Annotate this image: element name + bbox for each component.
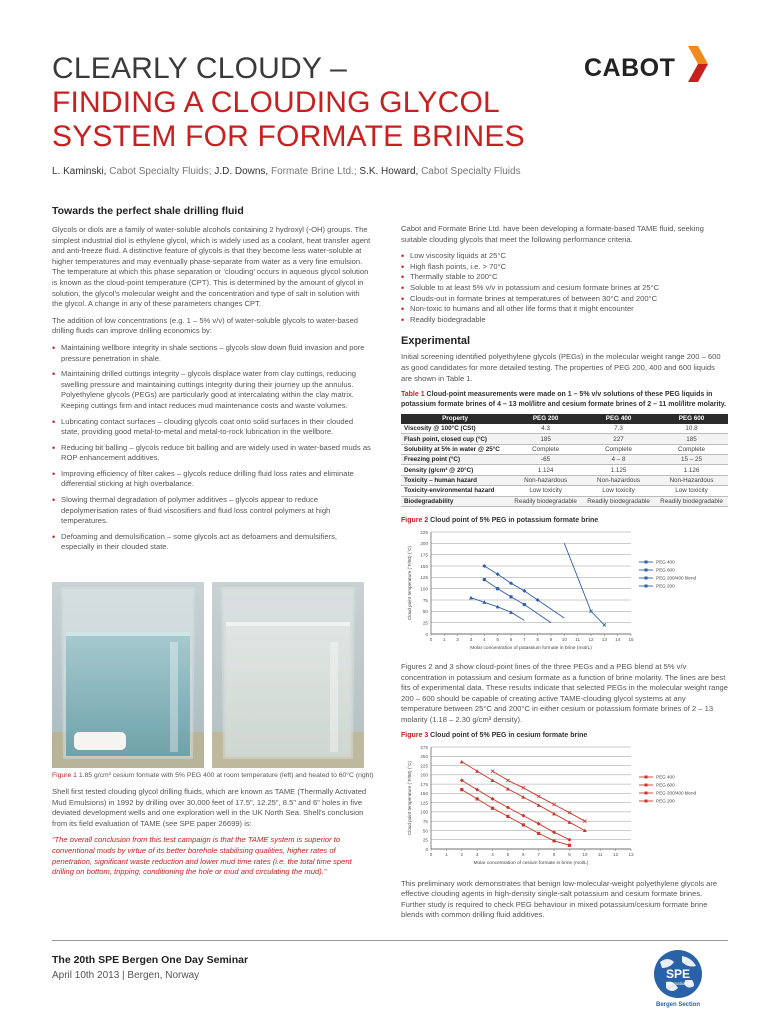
legend-marker (645, 799, 648, 802)
x-tick-label: 2 (460, 851, 464, 857)
left-lower-text (52, 787, 372, 878)
table-cell: 1.124 (509, 465, 582, 475)
table-cell: Complete (509, 444, 582, 454)
legend-marker (645, 568, 648, 571)
series-line (471, 598, 524, 621)
table-cell: Readily biodegradable (655, 496, 728, 506)
figure-caption-text: Cloud point of 5% PEG in cesium formate brine (428, 731, 588, 739)
footer-divider (52, 940, 728, 941)
table-row (401, 455, 728, 465)
y-tick-label: 150 (420, 790, 428, 796)
table-body (401, 424, 728, 507)
table-cell: Readily biodegradable (582, 496, 655, 506)
table-cell: 7.3 (582, 424, 655, 434)
data-point (460, 788, 463, 791)
table-header-row (401, 414, 728, 424)
list-item: • Readily biodegradable (401, 315, 728, 326)
legend-marker (645, 584, 648, 587)
x-tick-label: 14 (615, 636, 621, 642)
data-point (537, 794, 540, 797)
list-item: • High flash points, i.e. > 70°C (401, 262, 728, 273)
legend-marker (645, 783, 648, 786)
data-point (491, 796, 495, 800)
right-column (401, 224, 728, 927)
x-tick-label: 9 (549, 636, 553, 642)
data-point (567, 820, 571, 824)
x-tick-label: 8 (552, 851, 556, 857)
legend-label: PEG 200/400 blend (656, 790, 697, 796)
figure-2-chart (401, 526, 728, 652)
spe-logo (640, 948, 716, 1008)
x-tick-label: 7 (537, 851, 540, 857)
list-item: • Thermally stable to 200°C (401, 272, 728, 283)
data-point (483, 578, 486, 581)
x-tick-label: 2 (456, 636, 459, 642)
x-tick-label: 4 (483, 636, 486, 642)
data-point (491, 778, 495, 782)
table-header-cell: PEG 600 (655, 414, 728, 424)
x-tick-label: 5 (496, 636, 499, 642)
table-1-caption (401, 390, 728, 409)
figure-caption-text: 1.85 g/cm³ cesium formate with 5% PEG 400 at room temperature (left) and heated to 60°C (right) (76, 772, 374, 779)
x-tick-label: 1 (445, 851, 448, 857)
x-tick-label: 15 (628, 636, 634, 642)
y-tick-label: 0 (425, 846, 428, 852)
x-tick-label: 10 (582, 851, 588, 857)
table-cell: 10.8 (655, 424, 728, 434)
title-line-3: SYSTEM FOR FORMATE BRINES (52, 120, 525, 153)
y-tick-label: 125 (420, 799, 428, 805)
y-tick-label: 250 (420, 753, 428, 759)
intro-paragraph: Glycols or diols are a family of water-soluble alcohols containing 2 hydroxyl (-OH) groups. The simplest industrial diol is ethylene glycol, which is widely used as a coolant, heat transfer agent and anti-freeze fluid. A distinctive feature of glycols is that they become less water-soluble at higher temperatures and may eventually phase-separate from water as a very fine emulsion. The temperature at which this phase separation or ‘clouding’ occurs in aqueous glycol solution is known as the cloud-point temperature (CPT). This is determined by the amount of glycol in solution, the glycol’s molecular weight and the concentration and type of salt in solution with the glycol. A change in any of these parameters changes CPT. (52, 225, 371, 309)
y-tick-label: 200 (420, 541, 428, 547)
table-header-cell: PEG 400 (582, 414, 655, 424)
y-tick-label: 100 (420, 809, 428, 815)
table-cell: Non-hazardous (509, 475, 582, 485)
author-name: S.K. Howard, (359, 166, 422, 177)
x-tick-label: 12 (613, 851, 619, 857)
data-point (460, 778, 464, 782)
table-cell: Non-Hazardous (655, 475, 728, 485)
x-tick-label: 8 (536, 636, 539, 642)
y-tick-label: 100 (420, 586, 428, 592)
list-item: • Defoaming and demulsification – some glycols act as defoamers and demulsifiers, especially in their clouded state. (52, 532, 372, 553)
x-tick-label: 13 (628, 851, 634, 857)
list-item: • Improving efficiency of filter cakes – glycols reduce drilling fluid loss rates and eliminate differential sticking at high overbalance. (52, 469, 372, 490)
x-tick-label: 6 (509, 636, 513, 642)
figure-label: Figure 3 (401, 731, 429, 739)
list-item: • Slowing thermal degradation of polymer additives – glycols appear to reduce depolymerisation rates of fluid viscosifiers and fluid loss control polymers at high temperatures. (52, 495, 372, 527)
y-tick-label: 125 (420, 575, 428, 581)
table-cell: Biodegradability (401, 496, 509, 506)
figure-3-caption (401, 732, 728, 739)
author-name: L. Kaminski, (52, 166, 110, 177)
x-axis-label: Molar concentration of cesium formate in brine (mol/L) (473, 860, 589, 866)
legend-label: PEG 200 (656, 798, 675, 804)
data-point (506, 778, 509, 781)
shell-quote: “The overall conclusion from this test campaign is that the TAME system is superior to conventional muds by virtue of its better borehole stabilising qualities, higher rates of penetration, significant waste reduction and lower mud time rates (i.e. the total time spent drilling on bottom, tripping, conditioning the hole or mud and circulating the mud).” (52, 835, 352, 877)
table-cell: Complete (655, 444, 728, 454)
data-point (523, 603, 526, 606)
table-row (401, 434, 728, 444)
figure-caption-text: Cloud point of 5% PEG in potassium formate brine (428, 516, 599, 524)
table-cell: 15 – 25 (655, 455, 728, 465)
table-cell: 227 (582, 434, 655, 444)
data-point (537, 803, 541, 807)
criteria-intro-paragraph: Cabot and Formate Brine Ltd. have been developing a formate-based TAME fluid, seeking suitable clouding glycols that meet the following performance criteria. (401, 224, 704, 244)
figure-2-caption (401, 517, 728, 524)
authors-line (52, 166, 732, 177)
data-point (552, 830, 556, 834)
x-tick-label: 11 (597, 851, 603, 857)
y-tick-label: 225 (420, 762, 428, 768)
data-point (567, 837, 571, 841)
peg-properties-table (401, 414, 728, 507)
table-cell: 185 (655, 434, 728, 444)
y-tick-label: 25 (422, 837, 428, 843)
legend-label: PEG 200 (656, 583, 675, 589)
y-tick-label: 225 (420, 529, 428, 535)
data-point (475, 769, 479, 773)
y-tick-label: 200 (420, 772, 428, 778)
left-column (52, 205, 372, 558)
beaker-photo-room-temperature (52, 582, 204, 768)
y-tick-label: 25 (422, 620, 428, 626)
table-cell: Solubility at 5% in water @ 25°C (401, 444, 509, 454)
data-point (521, 813, 525, 817)
x-tick-label: 3 (469, 636, 473, 642)
shell-paragraph: Shell first tested clouding glycol drilling fluids, which are known as TAME (Thermally Activated Mud Emulsions) in 1992 by drilling over 30,000 feet of 17.5", 12.25", 8.5" and 6" holes in five deviated development wells and one exploration well in the UK North Sea. Shell’s conclusion from its field evaluation of TAME (see SPE paper 26699) is: (52, 787, 367, 828)
criteria-list (401, 251, 728, 325)
author-affiliation: Formate Brine Ltd.; (271, 166, 360, 177)
data-point (552, 839, 555, 842)
data-point (537, 821, 541, 825)
spe-section-text: Bergen Section (655, 1002, 701, 1008)
x-tick-label: 12 (588, 636, 594, 642)
table-caption-text: Cloud-point measurements were made on 1 – 5% v/v solutions of these PEG liquids in potassium formate brines of 4 – 13 mol/litre and cesium formate brines of 2 – 11 mol/litre molarity. (401, 391, 727, 408)
table-cell: Complete (582, 444, 655, 454)
x-tick-label: 13 (601, 636, 607, 642)
table-cell: Low toxicity (582, 486, 655, 496)
data-point (537, 831, 540, 834)
table-cell: Toxicity-environmental hazard (401, 486, 509, 496)
y-tick-label: 50 (422, 827, 428, 833)
table-row (401, 496, 728, 506)
x-tick-label: 6 (522, 851, 525, 857)
beaker-photos (52, 582, 370, 768)
list-item: • Low viscosity liquids at 25°C (401, 251, 728, 262)
table-row (401, 444, 728, 454)
table-cell: Low toxicity (655, 486, 728, 496)
data-point (496, 587, 499, 590)
data-point (506, 786, 510, 790)
figure-label: Figure 2 (401, 516, 429, 524)
data-point (552, 802, 555, 805)
table-cell: 4 – 8 (582, 455, 655, 465)
legend-label: PEG 600 (656, 782, 675, 788)
y-tick-label: 175 (420, 552, 428, 558)
table-cell: 185 (509, 434, 582, 444)
experimental-heading: Experimental (401, 335, 471, 348)
y-tick-label: 150 (420, 563, 428, 569)
table-cell: Toxicity – human hazard (401, 475, 509, 485)
legend-marker (645, 775, 648, 778)
legend-marker (645, 791, 648, 794)
figure-1-caption (52, 772, 382, 779)
list-item: • Non-toxic to humans and all other life forms that it might encounter (401, 304, 728, 315)
legend-label: PEG 400 (656, 774, 675, 780)
y-tick-label: 75 (422, 597, 428, 603)
data-point (552, 811, 556, 815)
table-cell: Density (g/cm³ @ 20°C) (401, 465, 509, 475)
x-tick-label: 3 (475, 851, 479, 857)
table-cell: Freezing point (°C) (401, 455, 509, 465)
figure-label: Figure 1 (52, 772, 77, 779)
x-axis-label: Molar concentration of potassium formate in brine (mol/L) (470, 645, 592, 651)
data-point (469, 596, 473, 600)
data-point (475, 787, 479, 791)
spe-logo-subtext: International (665, 981, 691, 986)
data-point (491, 806, 494, 809)
author-affiliation: Cabot Specialty Fluids; (109, 166, 215, 177)
x-tick-label: 0 (429, 636, 433, 642)
title-line-2: FINDING A CLOUDING GLYCOL (52, 86, 500, 119)
legend-marker (645, 576, 648, 579)
cabot-logo-text: CABOT (584, 54, 676, 82)
y-tick-label: 275 (420, 744, 428, 750)
table-label: Table 1 (401, 391, 425, 399)
x-tick-label: 4 (491, 851, 494, 857)
x-tick-label: 7 (523, 636, 526, 642)
benefits-intro-paragraph: The addition of low concentrations (e.g. 1 – 5% v/v) of water-soluble glycols to water-based drilling fluids can improve drilling economics by: (52, 315, 359, 336)
list-item: • Maintaining wellbore integrity in shale sections – glycols slow down fluid invasion and pore pressure penetration in shale. (52, 343, 372, 364)
figure-3-chart (401, 741, 728, 867)
legend-marker (645, 560, 648, 563)
table-header-cell: PEG 200 (509, 414, 582, 424)
y-tick-label: 0 (425, 631, 428, 637)
section-heading: Towards the perfect shale drilling fluid (52, 205, 244, 217)
x-tick-label: 5 (506, 851, 510, 857)
data-point (522, 786, 525, 789)
data-point (506, 814, 509, 817)
y-tick-label: 75 (422, 818, 428, 824)
list-item: • Reducing bit balling – glycols reduce bit balling and are widely used in water-based muds as ROP enhancement additives. (52, 443, 372, 464)
data-point (568, 811, 571, 814)
x-tick-label: 1 (443, 636, 446, 642)
benefits-list (52, 343, 372, 553)
y-axis-label: Cloud point temperature (°F/80) (°C) (407, 545, 412, 621)
cabot-logo (584, 44, 720, 84)
cabot-chevron-icon (688, 44, 710, 84)
y-tick-label: 175 (420, 781, 428, 787)
table-cell: Flash point, closed cup (°C) (401, 434, 509, 444)
legend-label: PEG 400 (656, 559, 675, 565)
x-tick-label: 9 (568, 851, 571, 857)
legend-label: PEG 600 (656, 567, 675, 573)
list-item: • Soluble to at least 5% v/v in potassium and cesium formate brines at 25°C (401, 283, 728, 294)
table-cell: Low toxicity (509, 486, 582, 496)
author-name: J.D. Downs, (214, 166, 271, 177)
spe-globe-icon (640, 948, 716, 1008)
table-cell: Non-hazardous (582, 475, 655, 485)
x-tick-label: 11 (575, 636, 581, 642)
y-axis-label: Cloud point temperature (°F/80) (°C) (407, 760, 412, 835)
table-cell: Viscosity @ 100°C (CSt) (401, 424, 509, 434)
y-tick-label: 50 (422, 609, 428, 615)
conclusion-paragraph: This preliminary work demonstrates that benign low-molecular-weight polyethylene glycols are effective clouding agents in high-density single-salt potassium and cesium formate brines. Further study is required to check PEG behaviour in mixed potassium/cesium formate brine blends with common drilling fluid additives. (401, 878, 718, 920)
data-point (522, 823, 525, 826)
table-cell: 4.3 (509, 424, 582, 434)
table-cell: 1.125 (582, 465, 655, 475)
data-point (603, 623, 606, 626)
poster-title (52, 52, 572, 154)
table-row (401, 486, 728, 496)
event-title: The 20th SPE Bergen One Day Seminar (52, 954, 249, 966)
beaker-photo-heated (212, 582, 364, 768)
list-item: • Lubricating contact surfaces – clouding glycols coat onto solid surfaces in their clouded state, providing good metal-to-metal and metal-to-rock lubrication in the wellbore. (52, 417, 372, 438)
data-point (521, 795, 525, 799)
list-item: • Maintaining drilled cuttings integrity – glycols displace water from clay cuttings, reducing swelling pressure and maintaining cuttings integrity during their journey up the annulus. Polyethylene glycols (PEGs) are particularly good at intercalating within the clay matrix. Keeping cuttings firm and intact reduces mud maintenance costs and waste volumes. (52, 369, 372, 411)
results-paragraph: Figures 2 and 3 show cloud-point lines of the three PEGs and a PEG blend at 5% v/v concentration in potassium and cesium formate as a function of brine molarity. The lines are best fits of experimental data. These results indicate that selected PEGs in the molecular weight range 200 – 600 should be capable of creating active TAME-clouding glycol systems at any temperature between 25°C and 200°C in either cesium or potassium formate brines of 2 – 13 molarity (1.18 – 2.30 g/cm³ density). (401, 661, 728, 724)
table-row (401, 465, 728, 475)
title-line-1: CLEARLY CLOUDY – (52, 52, 347, 85)
table-cell: 1.126 (655, 465, 728, 475)
x-tick-label: 0 (429, 851, 433, 857)
series-line (564, 543, 604, 625)
table-cell: Readily biodegradable (509, 496, 582, 506)
data-point (509, 595, 512, 598)
table-row (401, 475, 728, 485)
data-point (568, 843, 571, 846)
x-tick-label: 10 (561, 636, 567, 642)
experimental-paragraph: Initial screening identified polyethylene glycols (PEGs) in the molecular weight range 200 – 600 as good candidates for more detailed testing. The properties of PEG 200, 400 and 600 liquids are shown in Table 1. (401, 352, 721, 383)
table-header-cell: Property (401, 414, 509, 424)
data-point (460, 759, 464, 763)
table-row (401, 424, 728, 434)
data-point (491, 769, 494, 772)
author-affiliation: Cabot Specialty Fluids (421, 166, 521, 177)
spe-logo-text: SPE (665, 967, 691, 981)
data-point (476, 797, 479, 800)
legend-label: PEG 200/400 blend (656, 575, 697, 581)
data-point (506, 805, 510, 809)
list-item: • Clouds-out in formate brines at temperatures of between 30°C and 200°C (401, 294, 728, 305)
table-cell: -65 (509, 455, 582, 465)
event-date-location: April 10th 2013 | Bergen, Norway (52, 970, 200, 981)
